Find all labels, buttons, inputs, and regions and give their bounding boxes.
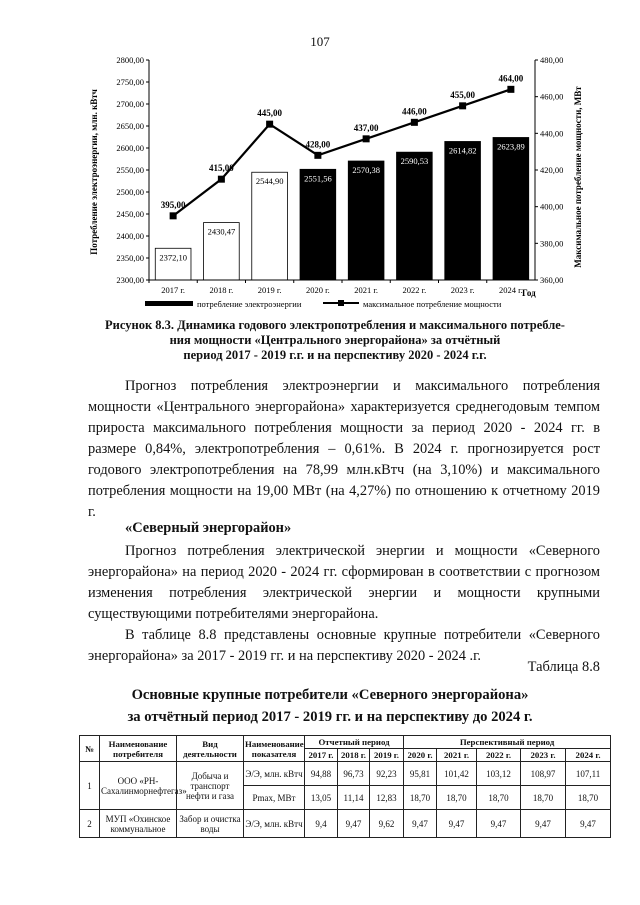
y-tick-label-left: 2750,00 <box>116 77 144 87</box>
activity-type: Забор и очистка воды <box>177 810 244 838</box>
indicator-name: Э/Э, млн. кВтч <box>244 810 305 838</box>
table-cell: 18,70 <box>566 786 611 810</box>
y-tick-label-right: 400,00 <box>540 201 564 212</box>
table-cell: 9,47 <box>404 810 437 838</box>
bar <box>252 172 288 280</box>
body-paragraph: В таблице 8.8 представлены основные крупные потребители «Северного энергорайона» за 2017 - 2019 гг. и на перспективу 2020 - 2024 .г. <box>88 627 600 664</box>
col-header-report-period: Отчетный период <box>305 736 404 749</box>
table-title-line: Основные крупные потребители «Северного энергорайона» <box>131 687 529 703</box>
bar <box>348 161 384 280</box>
x-axis-label: Год <box>522 288 536 298</box>
y-tick-label-left: 2350,00 <box>116 253 144 263</box>
x-tick-label: 2022 г. <box>402 285 427 295</box>
line-point <box>314 152 321 159</box>
line-point <box>459 102 466 109</box>
legend-bar-swatch <box>145 301 193 306</box>
caption-line: период 2017 - 2019 г.г. и на перспективу 2020 - 2024 г.г. <box>183 348 487 362</box>
indicator-name: Pmax, МВт <box>244 786 305 810</box>
x-tick-label: 2024 г. <box>498 285 523 295</box>
bar <box>445 141 481 280</box>
col-header-year: 2017 г. <box>305 749 338 762</box>
col-header-number: № <box>80 736 100 762</box>
page-number: 107 <box>310 34 330 49</box>
y-axis-right-label: Максимальное потребление мощности, МВт <box>573 86 583 268</box>
y-tick-label-left: 2400,00 <box>116 231 144 241</box>
y-axis-left-label: Потребление электроэнергии, млн. кВтч <box>89 89 99 255</box>
bar <box>300 169 336 280</box>
table-cell: 107,11 <box>566 762 611 786</box>
table-cell: 101,42 <box>437 762 477 786</box>
line-point <box>170 212 177 219</box>
bar-data-label: 2570,38 <box>352 165 380 176</box>
consumer-name: ООО «РН-Сахалинморнефтегаз» <box>100 762 177 810</box>
table-cell: 96,73 <box>338 762 370 786</box>
bar-data-label: 2430,47 <box>207 226 236 237</box>
table-cell: 18,70 <box>477 786 521 810</box>
table-cell: 9,47 <box>338 810 370 838</box>
table-cell: 95,81 <box>404 762 437 786</box>
line-point <box>363 135 370 142</box>
y-tick-label-right: 440,00 <box>540 128 564 139</box>
y-tick-label-left: 2550,00 <box>116 165 144 175</box>
table-cell: 9,47 <box>477 810 521 838</box>
x-tick-label: 2019 г. <box>257 285 282 295</box>
body-paragraph: Прогноз потребления электроэнергии и максимального потребления мощности «Центрального энергорайона» характеризуется среднегодовым темпом прироста максимального потребления мощности за период 2020 - 2024 гг. в размере 0,84%, электропотребления – 0,61%. В 2024 г. прогнозируется рост годового электропотребления на 78,99 млн.кВтч (на 3,10%) и максимального потребления мощности на 19,00 МВт (на 4,27%) по отношению к отчетному 2019 г. <box>88 378 600 520</box>
bar-data-label: 2372,10 <box>159 252 187 263</box>
bar <box>397 152 433 280</box>
col-header-year: 2022 г. <box>477 749 521 762</box>
table-cell: 94,88 <box>305 762 338 786</box>
x-tick-label: 2023 г. <box>450 285 475 295</box>
x-tick-label: 2017 г. <box>161 285 186 295</box>
col-header-year: 2019 г. <box>370 749 404 762</box>
line-point <box>507 86 514 93</box>
col-header-year: 2021 г. <box>437 749 477 762</box>
col-header-forecast-period: Перспективный период <box>404 736 611 749</box>
bar-data-label: 2551,56 <box>304 173 332 184</box>
table-title-line: за отчётный период 2017 - 2019 гг. и на перспективу до 2024 г. <box>127 709 533 725</box>
body-paragraph: Прогноз потребления электрической энергии и мощности «Северного энергорайона» на период 2020 - 2024 гг. сформирован в соответствии с прогнозом изменения потребления электрической энергии и мощности крупными существующими потребителями энергорайона. <box>88 543 600 622</box>
y-tick-label-left: 2600,00 <box>116 143 144 153</box>
table-cell: 92,23 <box>370 762 404 786</box>
line-data-label: 437,00 <box>353 122 379 133</box>
line-data-label: 446,00 <box>402 106 427 117</box>
indicator-name: Э/Э, млн. кВтч <box>244 762 305 786</box>
bar-data-label: 2623,89 <box>497 141 525 152</box>
col-header-year: 2020 г. <box>404 749 437 762</box>
energy-consumption-chart <box>85 52 585 317</box>
line-data-label: 415,00 <box>209 163 234 174</box>
bar <box>493 137 529 280</box>
line-point <box>218 176 225 183</box>
caption-line: ния мощности «Центрального энергорайона» за отчётный <box>169 333 501 347</box>
table-cell: 11,14 <box>338 786 370 810</box>
row-number: 1 <box>80 762 100 810</box>
line-data-label: 464,00 <box>498 73 524 84</box>
table-cell: 13,05 <box>305 786 338 810</box>
x-tick-label: 2021 г. <box>354 285 379 295</box>
x-tick-label: 2018 г. <box>209 285 234 295</box>
table-row <box>80 762 611 786</box>
line-data-label: 445,00 <box>257 108 282 119</box>
bar-data-label: 2614,82 <box>448 145 477 156</box>
y-tick-label-left: 2450,00 <box>116 209 144 219</box>
y-tick-label-right: 460,00 <box>540 91 564 102</box>
col-header-year: 2024 г. <box>566 749 611 762</box>
col-header-indicator: Наименование показателя <box>244 736 305 762</box>
y-tick-label-right: 480,00 <box>540 55 564 65</box>
line-point <box>266 121 273 128</box>
caption-line: Рисунок 8.3. Динамика годового электропотребления и максимального потребле- <box>105 318 565 332</box>
table-cell: 18,70 <box>404 786 437 810</box>
y-tick-label-left: 2650,00 <box>116 121 144 131</box>
line-data-label: 428,00 <box>305 139 331 150</box>
section-subheading: «Северный энергорайон» <box>125 520 292 536</box>
y-tick-label-left: 2500,00 <box>116 187 144 197</box>
table-cell: 108,97 <box>521 762 566 786</box>
table-label: Таблица 8.8 <box>527 659 600 675</box>
x-tick-label: 2020 г. <box>305 285 330 295</box>
legend-label: максимальное потребление мощности <box>363 299 502 309</box>
consumers-table <box>79 735 611 838</box>
table-cell: 12,83 <box>370 786 404 810</box>
table-cell: 18,70 <box>437 786 477 810</box>
table-title <box>60 684 600 728</box>
legend-label: потребление электроэнергии <box>197 299 302 309</box>
table-cell: 103,12 <box>477 762 521 786</box>
y-tick-label-right: 380,00 <box>540 238 564 249</box>
table-cell: 9,62 <box>370 810 404 838</box>
row-number: 2 <box>80 810 100 838</box>
line-data-label: 395,00 <box>160 199 186 210</box>
y-tick-label-left: 2300,00 <box>116 275 144 285</box>
y-tick-label-left: 2800,00 <box>116 55 144 65</box>
table-cell: 18,70 <box>521 786 566 810</box>
bar-data-label: 2544,90 <box>255 176 284 187</box>
legend-line-marker <box>338 300 344 306</box>
y-tick-label-left: 2700,00 <box>116 99 144 109</box>
table-cell: 9,47 <box>521 810 566 838</box>
col-header-consumer: Наименование потребителя <box>100 736 177 762</box>
table-cell: 9,47 <box>437 810 477 838</box>
figure-caption <box>70 318 600 363</box>
bar-data-label: 2590,53 <box>400 156 429 167</box>
activity-type: Добыча и транспорт нефти и газа <box>177 762 244 810</box>
col-header-activity: Вид деятельности <box>177 736 244 762</box>
col-header-year: 2018 г. <box>338 749 370 762</box>
table-cell: 9,4 <box>305 810 338 838</box>
table-cell: 9,47 <box>566 810 611 838</box>
col-header-year: 2023 г. <box>521 749 566 762</box>
line-point <box>411 119 418 126</box>
table-row <box>80 810 611 838</box>
consumer-name: МУП «Охинское коммунальное <box>100 810 177 838</box>
line-data-label: 455,00 <box>450 89 475 100</box>
table-header-row <box>80 736 611 749</box>
y-tick-label-right: 360,00 <box>540 275 564 285</box>
y-tick-label-right: 420,00 <box>540 165 564 175</box>
